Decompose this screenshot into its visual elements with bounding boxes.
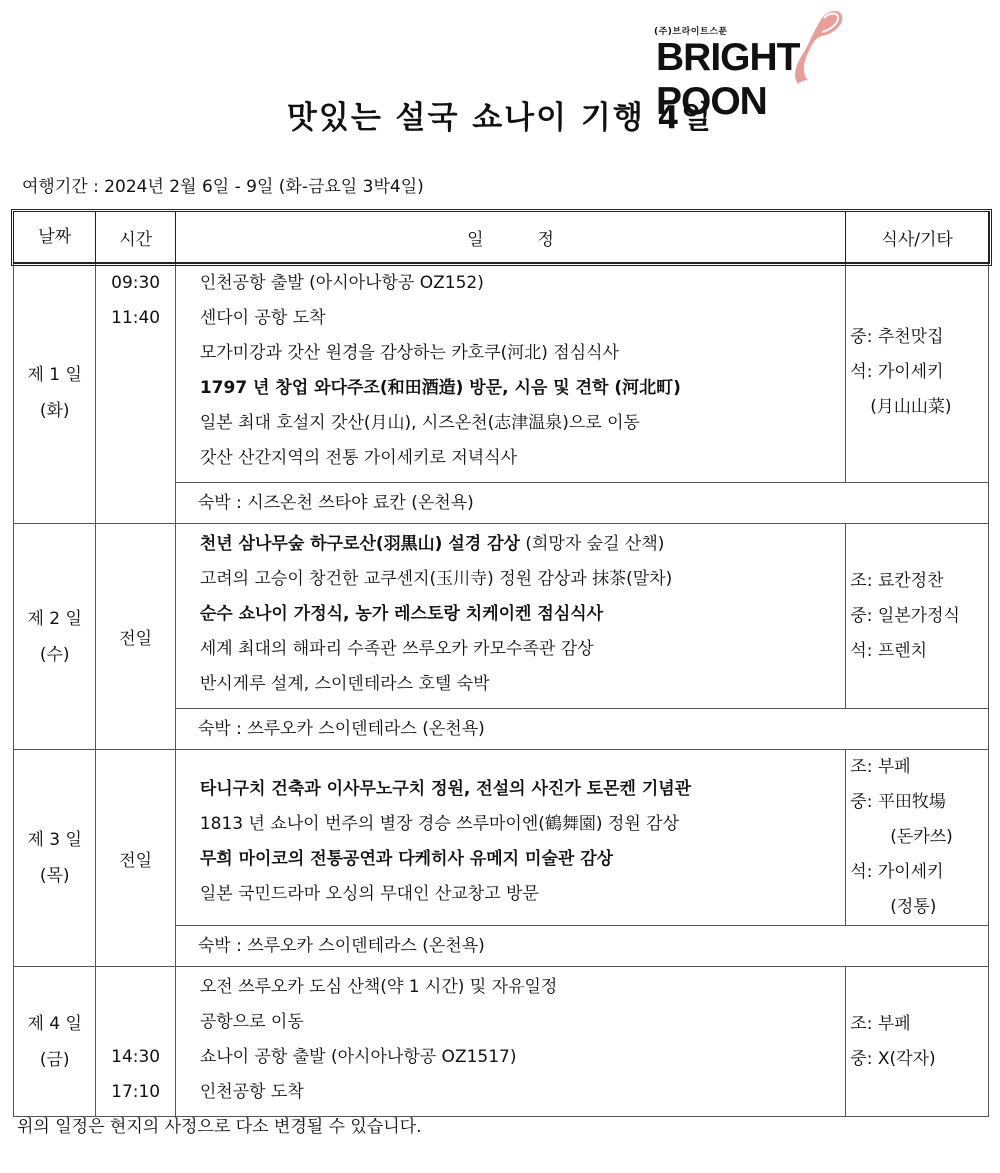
- day4-day: 제 4 일: [27, 1013, 82, 1034]
- day2-item-1-rest: (희망자 숲길 산책): [519, 534, 665, 554]
- day4-item-2: 공항으로 이동: [199, 1012, 304, 1032]
- day1-item-5: 일본 최대 호설지 갓산(月山), 시즈온천(志津温泉)으로 이동: [199, 413, 640, 433]
- logo-company-name: (주)브라이트스푼: [654, 27, 728, 37]
- day3-day: 제 3 일: [27, 830, 82, 850]
- logo-wordmark-left: BRIGHT: [656, 36, 800, 79]
- day2-stay: [175, 709, 988, 750]
- day3-stay: [175, 926, 988, 967]
- day3-schedule: [175, 750, 845, 926]
- day1-schedule: [175, 263, 845, 483]
- day4-time-1: [96, 970, 174, 1005]
- day4-times: [96, 967, 175, 1117]
- day4-weekday: (금): [39, 1049, 70, 1070]
- day3-meal-1: 조: 부페: [850, 757, 911, 777]
- day3-row: [14, 750, 989, 926]
- travel-period: 여행기간 : 2024년 2월 6일 - 9일 (화-금요일 3박4일): [22, 177, 424, 197]
- day2-day: 제 2 일: [27, 608, 82, 629]
- header-meal: 식사/기타: [846, 212, 989, 263]
- day1-label: [14, 263, 96, 524]
- day4-row: [14, 967, 989, 1117]
- day1-times: [96, 263, 175, 524]
- page-title: 맛있는 설국 쇼나이 기행 4일: [286, 100, 714, 136]
- day4-item-3: 쇼나이 공항 출발 (아시아나항공 OZ1517): [199, 1047, 517, 1067]
- day3-meals: [846, 750, 989, 926]
- day1-meal-3: (月山山菜): [870, 397, 952, 417]
- day3-meal-4: 석: 가이세키: [850, 862, 944, 882]
- day2-meal-3: 석: 프렌치: [850, 640, 928, 661]
- table-header-row: [14, 212, 989, 263]
- day3-weekday: (목): [39, 866, 70, 886]
- day4-meal-2: 중: X(각자): [850, 1048, 936, 1069]
- day2-weekday: (수): [39, 644, 70, 665]
- day1-item-6: 갓산 산간지역의 전통 가이세키로 저녁식사: [199, 448, 518, 468]
- day4-item-1: 오전 쓰루오카 도심 산책(약 1 시간) 및 자유일정: [199, 977, 558, 997]
- day2-item-2: 고려의 고승이 창건한 교쿠센지(玉川寺) 정원 감상과 抹茶(말차): [199, 569, 673, 589]
- header-schedule: 일 정: [175, 212, 845, 263]
- day2-item-1-bold: 천년 삼나무숲 하구로산(羽黒山) 설경 감상: [199, 534, 520, 554]
- day4-time-3: 14:30: [111, 1047, 161, 1067]
- day1-item-3: 모가미강과 갓산 원경을 감상하는 카호쿠(河北) 점심식사: [199, 343, 619, 363]
- day1-stay-text: 숙박 : 시즈온천 쓰타야 료칸 (온천욕): [197, 493, 474, 513]
- day3-time: 전일: [96, 750, 175, 967]
- day1-meal-2: 석: 가이세키: [850, 362, 944, 382]
- brand-logo: [650, 6, 940, 123]
- itinerary-table: [13, 211, 989, 1117]
- day3-meal-5: (정통): [890, 897, 937, 917]
- day2-item-5: 반시게루 설계, 스이덴테라스 호텔 숙박: [199, 674, 490, 694]
- day4-time-4: 17:10: [111, 1082, 161, 1102]
- day4-meals: [846, 967, 989, 1117]
- logo-wordmark-right: POON: [656, 80, 767, 123]
- day3-meal-3: (돈카쓰): [890, 827, 953, 847]
- day4-item-4: 인천공항 도착: [199, 1082, 304, 1102]
- day3-stay-text: 숙박 : 쓰루오카 스이덴테라스 (온천욕): [197, 936, 485, 956]
- day1-time-2: 11:40: [111, 308, 161, 328]
- day1-meal-1: 중: 추천맛집: [850, 327, 944, 347]
- header-day: 날짜: [14, 212, 96, 263]
- day1-meals: [846, 263, 989, 483]
- day2-meal-1: 조: 료칸정찬: [850, 570, 944, 591]
- header-time: 시간: [96, 212, 175, 263]
- day3-meal-2: 중: 平田牧場: [850, 792, 946, 812]
- day2-stay-text: 숙박 : 쓰루오카 스이덴테라스 (온천욕): [197, 719, 485, 739]
- day2-label: [14, 524, 96, 750]
- day1-day: 제 1 일: [27, 365, 82, 385]
- day4-time-2: [96, 1005, 174, 1040]
- day1-item-2: 센다이 공항 도착: [199, 308, 326, 328]
- day3-item-4: 일본 국민드라마 오싱의 무대인 산교창고 방문: [199, 883, 539, 904]
- spoon-icon: [770, 6, 850, 86]
- day4-meal-1: 조: 부페: [850, 1013, 911, 1034]
- day2-item-3: 순수 쇼나이 가정식, 농가 레스토랑 치케이켄 점심식사: [199, 604, 604, 624]
- day3-item-1: 타니구치 건축과 이사무노구치 정원, 전설의 사진가 토몬켄 기념관: [199, 778, 692, 799]
- day2-row: [14, 524, 989, 709]
- day2-meals: [846, 524, 989, 709]
- day4-label: [14, 967, 96, 1117]
- day1-weekday: (화): [39, 401, 70, 421]
- day2-meal-2: 중: 일본가정식: [850, 605, 960, 626]
- day3-item-2: 1813 년 쇼나이 번주의 별장 경승 쓰루마이엔(鶴舞園) 정원 감상: [199, 813, 680, 834]
- footnote: 위의 일정은 현지의 사정으로 다소 변경될 수 있습니다.: [17, 1117, 422, 1137]
- day1-row: [14, 263, 989, 483]
- day1-stay: [175, 483, 988, 524]
- day3-item-3: 무희 마이코의 전통공연과 다케히사 유메지 미술관 감상: [199, 848, 614, 869]
- day1-item-1: 인천공항 출발 (아시아나항공 OZ152): [199, 273, 484, 293]
- day3-label: [14, 750, 96, 967]
- day2-schedule: [175, 524, 845, 709]
- day2-time: 전일: [96, 524, 175, 750]
- day1-item-4: 1797 년 창업 와다주조(和田酒造) 방문, 시음 및 견학 (河北町): [199, 378, 681, 398]
- day2-item-4: 세계 최대의 해파리 수족관 쓰루오카 카모수족관 감상: [199, 639, 594, 659]
- day4-schedule: [175, 967, 845, 1117]
- day2-item-1: [200, 527, 845, 562]
- day1-time-1: 09:30: [111, 273, 161, 293]
